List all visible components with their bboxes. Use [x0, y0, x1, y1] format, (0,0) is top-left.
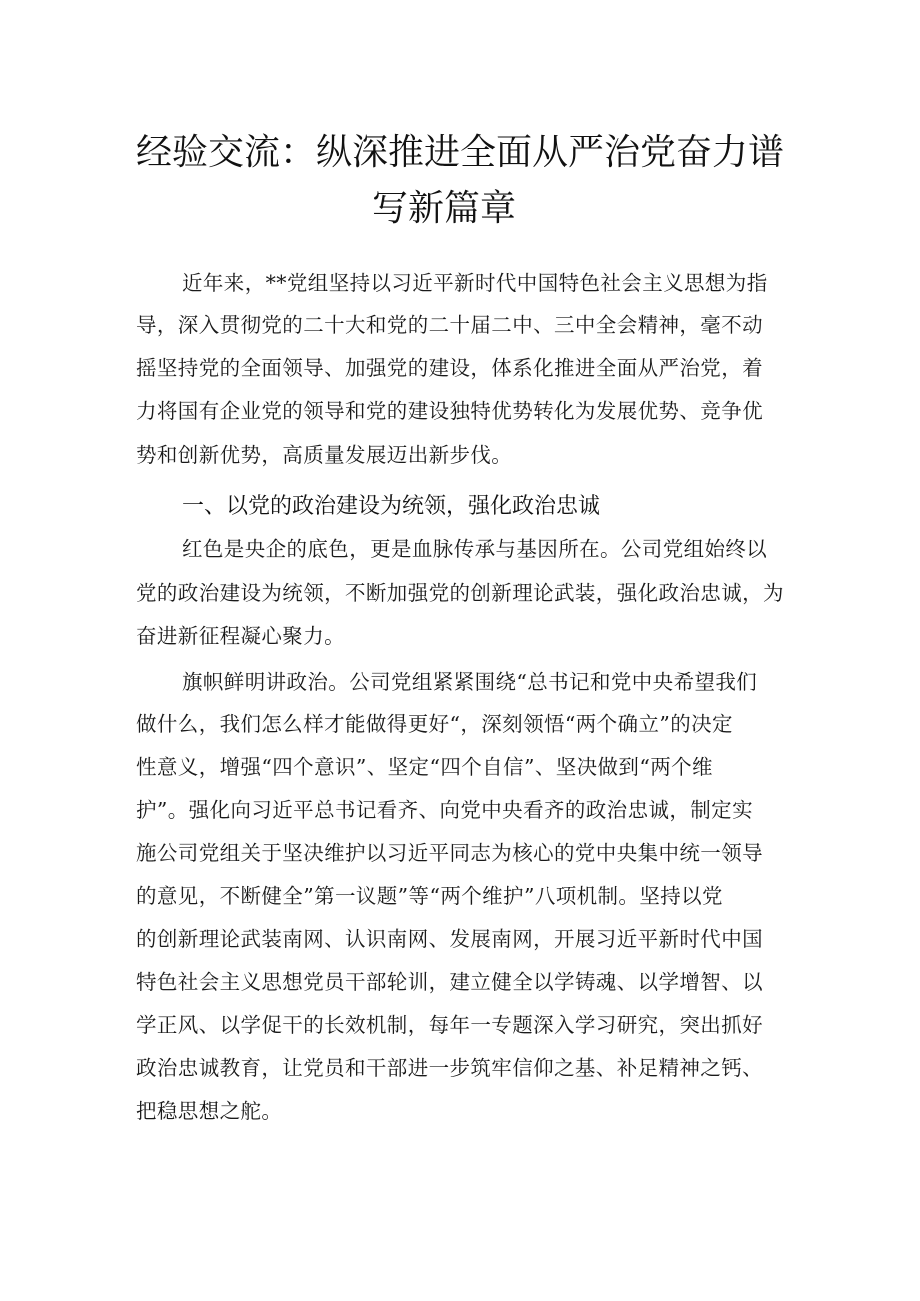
- paragraph-line: 特色社会主义思想党员干部轮训，建立健全以学铸魂、以学增智、以: [136, 970, 763, 994]
- document-title-line-1: 经验交流：纵深推进全面从严治党奋力谱: [136, 132, 785, 173]
- paragraph-line: 施公司党组关于坚决维护以习近平同志为核心的党中央集中统一领导: [136, 841, 763, 865]
- paragraph-line: 把稳思想之舵。: [136, 1099, 283, 1123]
- paragraph-line: 护”。强化向习近平总书记看齐、向党中央看齐的政治忠诚，制定实: [136, 798, 753, 822]
- paragraph-line: 做什么，我们怎么样才能做得更好“，深刻领悟“两个确立”的决定: [136, 712, 733, 736]
- paragraph-line: 的意见，不断健全”第一议题”等“两个维护”八项机制。坚持以党: [136, 884, 723, 908]
- paragraph-line: 奋进新征程凝心聚力。: [136, 624, 345, 648]
- paragraph-line: 的创新理论武装南网、认识南网、发展南网，开展习近平新时代中国: [136, 927, 763, 951]
- paragraph-line: 旗帜鲜明讲政治。公司党组紧紧围绕“总书记和党中央希望我们: [182, 670, 758, 694]
- document-title-line-2: 写新篇章: [372, 188, 517, 229]
- paragraph-line: 红色是央企的底色，更是血脉传承与基因所在。公司党组始终以: [182, 537, 768, 561]
- intro-line: 力将国有企业党的领导和党的建设独特优势转化为发展优势、竞争优: [136, 399, 763, 423]
- paragraph-line: 性意义，增强“四个意识”、坚定“四个自信”、坚决做到“两个维: [136, 755, 713, 779]
- intro-line: 势和创新优势，高质量发展迈出新步伐。: [136, 443, 513, 467]
- intro-line: 摇坚持党的全面领导、加强党的建设，体系化推进全面从严治党，着: [136, 356, 763, 380]
- paragraph-line: 政治忠诚教育，让党员和干部进一步筑牢信仰之基、补足精神之钙、: [136, 1056, 763, 1080]
- section-heading: 一、以党的政治建设为统领，强化政治忠诚: [182, 494, 601, 519]
- intro-line: 导，深入贯彻党的二十大和党的二十届二中、三中全会精神，毫不动: [136, 313, 763, 337]
- intro-line: 近年来，**党组坚持以习近平新时代中国特色社会主义思想为指: [182, 271, 768, 295]
- paragraph-line: 党的政治建设为统领，不断加强党的创新理论武装，强化政治忠诚，为: [136, 581, 784, 605]
- paragraph-line: 学正风、以学促干的长效机制，每年一专题深入学习研究，突出抓好: [136, 1013, 763, 1037]
